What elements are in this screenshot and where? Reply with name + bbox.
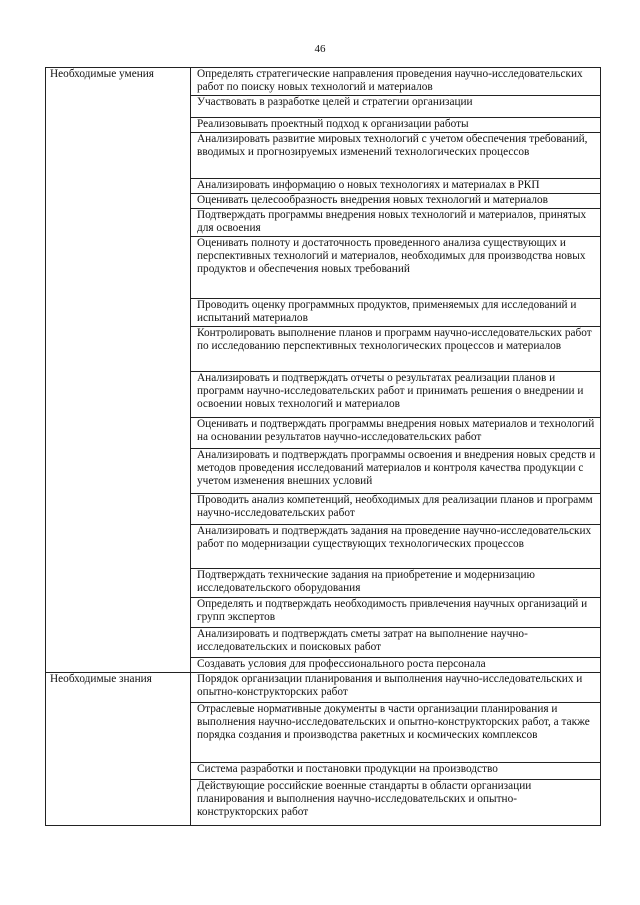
- requirement-item: Контролировать выполнение планов и программ научно-исследовательских работ по исследованию перспективных технологических процессов и материалов: [191, 327, 601, 372]
- table-row: [46, 68, 601, 96]
- requirement-item: Анализировать развитие мировых технологий с учетом обеспечения требований, вводимых и прогнозируемых изменений технологических процессов: [191, 133, 601, 179]
- requirement-item: Определять стратегические направления проведения научно-исследовательских работ по поиску новых технологий и материалов: [191, 68, 601, 96]
- requirement-item: Порядок организации планирования и выполнения научно-исследовательских и опытно-конструкторских работ: [191, 673, 601, 703]
- section-label: Необходимые знания: [46, 673, 191, 826]
- requirement-item: Создавать условия для профессионального роста персонала: [191, 658, 601, 673]
- requirement-item: Анализировать информацию о новых технологиях и материалах в РКП: [191, 179, 601, 194]
- requirement-item: Оценивать и подтверждать программы внедрения новых материалов и технологий на основании результатов научно-исследовательских работ: [191, 418, 601, 449]
- requirement-item: Реализовывать проектный подход к организации работы: [191, 118, 601, 133]
- requirement-item: Проводить анализ компетенций, необходимых для реализации планов и программ научно-исследовательских работ: [191, 494, 601, 525]
- requirement-item: Оценивать целесообразность внедрения новых технологий и материалов: [191, 194, 601, 209]
- requirement-item: Анализировать и подтверждать программы освоения и внедрения новых средств и методов проведения исследований материалов и контроля качества продукции с учетом изменения внешних условий: [191, 449, 601, 494]
- table-row: [46, 673, 601, 703]
- requirement-item: Анализировать и подтверждать сметы затрат на выполнение научно-исследовательских и поисковых работ: [191, 628, 601, 658]
- requirement-item: Оценивать полноту и достаточность проведенного анализа существующих и перспективных технологий и материалов, необходимых для производства новых продуктов и обеспечения новых требований: [191, 237, 601, 299]
- requirements-table-body: [46, 68, 601, 826]
- section-label: Необходимые умения: [46, 68, 191, 673]
- requirement-item: Определять и подтверждать необходимость привлечения научных организаций и групп экспертов: [191, 598, 601, 628]
- requirement-item: Участвовать в разработке целей и стратегии организации: [191, 96, 601, 118]
- requirement-item: Анализировать и подтверждать задания на проведение научно-исследовательских работ по модернизации существующих технологических процессов: [191, 525, 601, 569]
- requirement-item: Проводить оценку программных продуктов, применяемых для исследований и испытаний материалов: [191, 299, 601, 327]
- page-number: 46: [314, 43, 326, 55]
- requirement-item: Подтверждать программы внедрения новых технологий и материалов, принятых для освоения: [191, 209, 601, 237]
- requirement-item: Подтверждать технические задания на приобретение и модернизацию исследовательского оборудования: [191, 569, 601, 598]
- requirement-item: Система разработки и постановки продукции на производство: [191, 763, 601, 780]
- requirements-table: [45, 67, 601, 826]
- requirement-item: Действующие российские военные стандарты в области организации планирования и выполнения научно-исследовательских и опытно-конструкторских работ: [191, 780, 601, 826]
- requirement-item: Анализировать и подтверждать отчеты о результатах реализации планов и программ научно-исследовательских работ и принимать решения о внедрении и освоении новых технологий и материалов: [191, 372, 601, 418]
- requirement-item: Отраслевые нормативные документы в части организации планирования и выполнения научно-исследовательских и опытно-конструкторских работ, а также порядка создания и производства ракетных и космических комплексов: [191, 703, 601, 763]
